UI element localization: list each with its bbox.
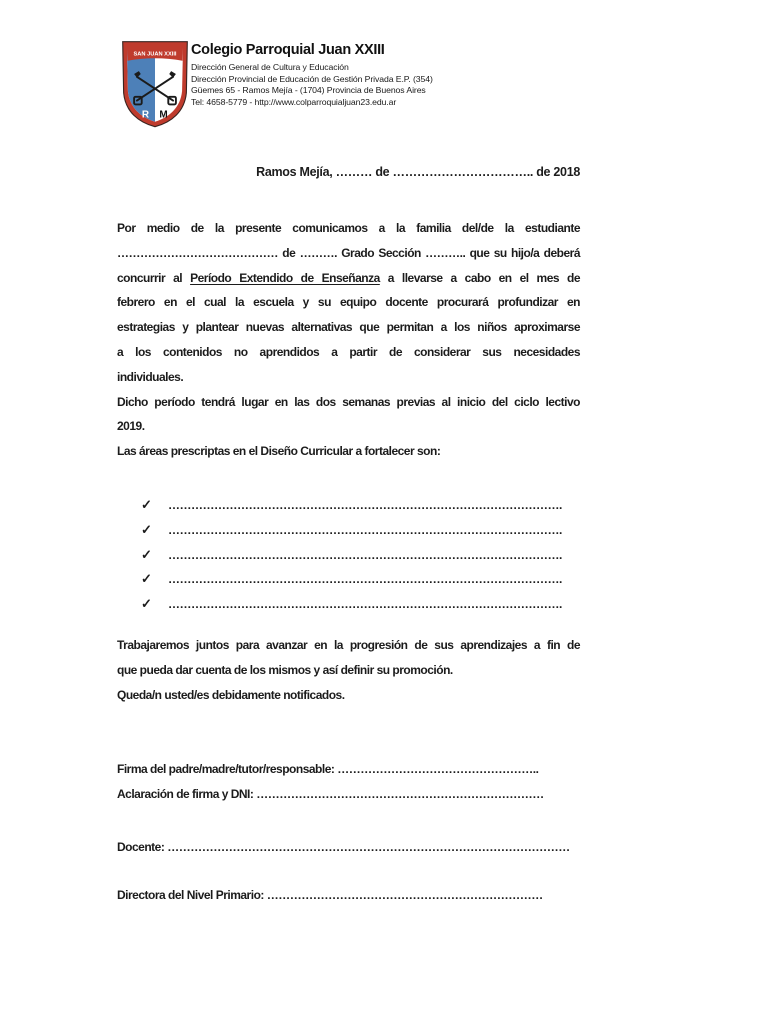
fill-in-line: …………………………………………….. xyxy=(337,762,539,776)
school-name: Colegio Parroquial Juan XXIII xyxy=(191,42,385,58)
school-logo xyxy=(117,37,193,130)
checklist-item xyxy=(117,592,580,617)
shield-crest-icon xyxy=(117,37,193,130)
fill-in-line: …………………………………………………………………………………………. xyxy=(168,547,562,562)
body-line: Dicho período tendrá lugar en las dos semanas previas al inicio del ciclo lectivo xyxy=(117,394,580,409)
fill-in-line: ……………………………………………………………… xyxy=(266,888,543,902)
fill-in-line: ………………………………………………………………… xyxy=(256,786,544,801)
signature-label: Directora del Nivel Primario: xyxy=(117,888,267,902)
body-line xyxy=(117,266,580,291)
body-text: concurrir al xyxy=(117,270,191,285)
body-line: estrategias y plantear nuevas alternativas que permitan a los niños aproximarse xyxy=(117,320,580,335)
letterhead xyxy=(191,42,571,108)
signature-block xyxy=(117,757,580,807)
closing-line: Trabajaremos juntos para avanzar en la progresión de sus aprendizajes a fin de xyxy=(117,638,580,652)
signature-label: Firma del padre/madre/tutor/responsable: xyxy=(117,762,338,776)
body-line: febrero en el cual la escuela y su equipo docente procurará profundizar en xyxy=(117,295,580,310)
signature-line-principal xyxy=(117,883,580,908)
fill-in-line: …………………………………………………………………………………………. xyxy=(168,597,562,612)
underlined-phrase: Período Extendido de Enseñanza xyxy=(190,270,380,285)
checkmark-icon: ✓ xyxy=(141,571,152,587)
checkmark-icon: ✓ xyxy=(141,546,152,562)
checklist-item xyxy=(117,493,580,518)
closing-line: Queda/n usted/es debidamente notificados. xyxy=(117,687,345,702)
checkmark-icon: ✓ xyxy=(141,497,152,512)
checkmark-icon: ✓ xyxy=(141,521,152,537)
letterhead-line-1: Dirección General de Cultura y Educación xyxy=(191,62,349,72)
body-line: 2019. xyxy=(117,419,145,434)
date-line: Ramos Mejía, ……… de …………………………….. de 2018 xyxy=(256,165,580,179)
letter-body xyxy=(117,216,580,464)
signature-line-parent xyxy=(117,757,580,782)
closing-line: que pueda dar cuenta de los mismos y así definir su promoción. xyxy=(117,662,453,677)
body-line-student-blank: …………………………………… de ………. Grado Sección ……….. que su hijo/a deberá xyxy=(117,245,580,260)
body-line: Por medio de la presente comunicamos a la familia del/de la estudiante xyxy=(117,221,580,235)
letterhead-line-4: Tel: 4658-5779 - http://www.colparroquialjuan23.edu.ar xyxy=(191,96,397,107)
areas-intro-line: Las áreas prescriptas en el Diseño Curricular a fortalecer son: xyxy=(117,444,441,459)
signature-label: Docente: xyxy=(117,840,168,854)
letterhead-line-2: Dirección Provincial de Educación de Gestión Privada E.P. (354) xyxy=(191,73,433,84)
fill-in-line: …………………………………………………………………………………………. xyxy=(168,572,562,587)
logo-banner-text: SAN JUAN XXIII xyxy=(133,51,177,58)
checklist-item xyxy=(117,518,580,543)
letterhead-line-3: Güemes 65 - Ramos Mejía - (1704) Provincia de Buenos Aires xyxy=(191,85,426,96)
logo-letter-r: R xyxy=(141,109,150,121)
checklist-item xyxy=(117,567,580,592)
checkmark-icon: ✓ xyxy=(141,596,152,612)
closing-paragraph xyxy=(117,633,580,707)
body-text: a llevarse a cabo en el mes de xyxy=(379,270,580,285)
signature-label: Aclaración de firma y DNI: xyxy=(117,786,257,801)
signature-line-teacher xyxy=(117,835,580,860)
signature-line-dni xyxy=(117,782,580,807)
fill-in-line: …………………………………………………………………………………………. xyxy=(168,522,562,537)
fill-in-line: …………………………………………………………………………………………… xyxy=(167,840,570,854)
body-line: a los contenidos no aprendidos a partir de considerar sus necesidades xyxy=(117,344,580,359)
logo-letter-m: M xyxy=(159,109,168,121)
body-line: individuales. xyxy=(117,369,184,384)
fill-in-line: …………………………………………………………………………………………. xyxy=(168,498,562,512)
checklist-item xyxy=(117,543,580,568)
areas-checklist xyxy=(117,493,580,617)
